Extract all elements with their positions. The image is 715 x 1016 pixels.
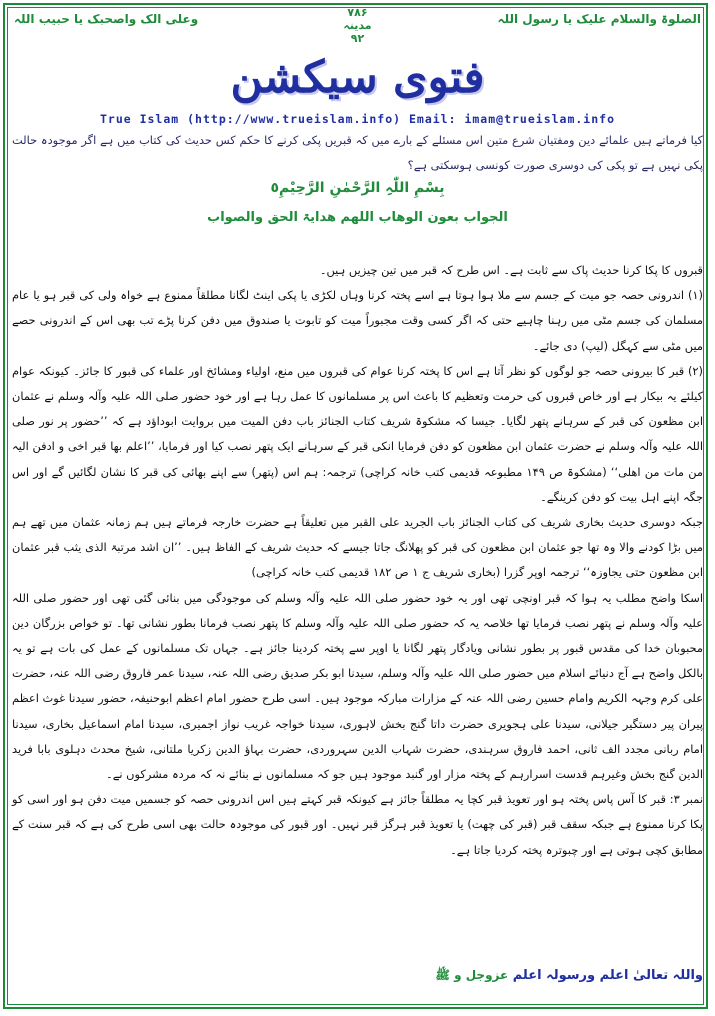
answer-paragraph: (۲) قبر کا بیرونی حصہ جو لوگوں کو نظر آتا ہے اس کا پختہ کرنا عوام کی قبروں میں منع، اولیاء ومشائخ اور علماء کی قبور کا جائز۔ کیونکہ عوام کیلئے یہ بیکار ہے اور خاص قبروں کی حرمت وتعظیم کا باعث اس پر مسلمانوں کا عمل رہا ہے اور خود حضور صلی اللہ علیہ وآلہ وسلم نے عثمان ابن مظعون کی قبر کے سرہانے پتھر لگایا۔ جیسا کہ مشکوۃ شریف کتاب الجنائز باب دفن المیت میں بروایت ابوداؤد ہے کہ ’’حضور پر نور صلی اللہ علیہ وآلہ وسلم نے حضرت عثمان ابن مظعون کو دفن فرمایا انکی قبر کے سرہانے ایک پتھر نصب کیا اور فرمایا، ’’اعلم بھا قبر اخی و ادفن الیہ من مات من اھلی‘‘ (مشکوۃ ص ۱۴۹ مطبوعہ قدیمی کتب خانہ کراچی) ترجمہ: ہم اس (پتھر) سے اپنے بھائی کی قبر کا نشان لگائیں گے اور اس جگہ اپنے اہل بیت کو دفن کرینگے۔ (12, 363, 703, 504)
site-contact-line: True Islam (http://www.trueislam.info) Email: imam@trueislam.info (99, 112, 616, 126)
closing-seal: عزوجل و ﷺ (435, 968, 509, 982)
answer-paragraph: اسکا واضح مطلب یہ ہوا کہ قبر اونچی تھی اور یہ خود حضور صلی اللہ علیہ وآلہ وسلم کی موجودگی میں بنائی گئی تھی اور حضور صلی اللہ علیہ وآلہ وسلم نے پتھر نصب فرمایا تھا خلاصہ یہ کہ حضور صلی اللہ علیہ وآلہ وسلم کا پتھر نصب فرمانا بطور نشانی تھا۔ تو خواص بزرگان دین محبوبان خدا کی مقدس قبور پر بطور نشانی ویادگار پتھر لگانا یا اوپر سے پختہ کردینا جائز ہے۔ جہاں تک مسلمانوں کے عمل کی بات ہے تو یہ بالکل واضح ہے آج دنیائے اسلام میں حضور صلی اللہ علیہ وآلہ وسلم، سیدنا ابو بکر صدیق رضی اللہ عنہ، سیدنا عمر فاروق رضی اللہ عنہ، حضرت علی کرم وجہہ الکریم وامام حسین رضی اللہ عنہ کے مزارات مبارکہ موجود ہیں۔ اسی طرح حضور امام اعظم ابوحنیفہ، حضور سیدنا غوث اعظم پیران پیر دستگیر جیلانی، سیدنا علی ہجویری حضرت داتا گنج بخش لاہوری، سیدنا خواجہ غریب نواز اجمیری، سیدنا امام اسماعیل بخاری، سیدنا امام ربانی مجدد الف ثانی، احمد فاروق سرہندی، حضرت شہاب الدین سہروردی، حضرت بہاؤ الدین زکریا ملتانی، شیخ محدث دہلوی بابا فرید الدین گنج بخش وغیرہم قدست اسرارہم کے پختہ مزار اور گنبد موجود ہیں جو کہ مسلمانوں نے بنائے نہ کہ مردہ مشرکوں نے۔ (12, 590, 703, 782)
header-madina: مدینہ (343, 19, 372, 32)
answer-paragraph: نمبر ۳: قبر کا آس پاس پختہ ہو اور تعویذ قبر کچا یہ مطلقاً جائز ہے کیونکہ قبر کہتے ہیں اس اندرونی حصہ کو جسمیں میت دفن ہو اور اسی کو پکا کرنا ممنوع ہے جبکہ سقف قبر (قبر کی چھت) یا تعویذ قبر ہرگز قبر نہیں۔ اور قبور کی موجودہ حالت بھی اسی طرح کی ہے کہ قبر سنت کے مطابق کچی ہوتی ہے اور چبوترہ پختہ کردیا جاتا ہے۔ (12, 792, 703, 857)
question-text: کیا فرماتے ہیں علمائے دین ومفتیان شرع متین اس مسئلے کے بارے میں کہ قبریں پکی کرنے کا حکم کس حدیث کی کتاب میں ہے اگر موجودہ حالت پکی نہیں ہے تو پکی کی دوسری صورت کونسی ہوسکتی ہے؟ (12, 133, 703, 173)
header-salutation-right: الصلوۃ والسلام علیک یا رسول اللہ (497, 12, 701, 26)
header-92: ۹۲ (350, 32, 365, 45)
header-786: ۷۸۶ (347, 6, 368, 19)
header-madina-mark (0, 6, 715, 45)
closing-text: واللہ تعالیٰ اعلم ورسولہ اعلم (512, 968, 703, 983)
answer-heading: الجواب بعون الوھاب اللھم ھدایۃ الحق والصواب (207, 210, 508, 225)
closing-line (12, 968, 703, 985)
answer-body (12, 258, 703, 863)
header-salutation-left: وعلی الک واصحبک یا حبیب اللہ (14, 12, 199, 26)
page-title: فتوی سیکشن (230, 52, 485, 103)
answer-paragraph: جبکہ دوسری حدیث بخاری شریف کی کتاب الجنائز باب الجرید علی القبر میں تعلیقاً ہے حضرت خارجہ فرماتے ہیں ہم زمانہ عثمان میں تھے ہم میں بڑا کودنے والا وہ تھا جو عثمان ابن مظعون کی قبر کو پھلانگ جاتا جیسے کہ حدیث شریف کے الفاظ ہیں۔ ’’ان اشد مرتبۃ الذی یثب قبر عثمان ابن مظعون حتی یجاوزہ‘‘ ترجمہ اوپر گزرا (بخاری شریف ج ۱ ص ۱۸۲ قدیمی کتب خانہ کراچی) (12, 515, 703, 580)
answer-paragraph: (۱) اندرونی حصہ جو میت کے جسم سے ملا ہوا ہوتا ہے اسے پختہ کرنا وہاں لکڑی یا پکی اینٹ لگانا مطلقاً ممنوع ہے خواہ ولی کی قبر ہو یا عام مسلمان کی جسم مٹی میں رہنا چاہیے حتی کہ اگر کسی وقت مجبوراً میت کو تابوت یا صندوق میں دفن کرنا پڑے تب بھی اس کے اندرونی حصے میں مٹی سے کہگل (لیپ) دی جائے۔ (12, 288, 703, 353)
answer-paragraph: قبروں کا پکا کرنا حدیث پاک سے ثابت ہے۔ اس طرح کہ قبر میں تین چیزیں ہیں۔ (319, 263, 703, 277)
bismillah: بِسْمِ اللّٰہِ الرَّحْمٰنِ الرَّحِیْمِ٥ (270, 180, 445, 196)
